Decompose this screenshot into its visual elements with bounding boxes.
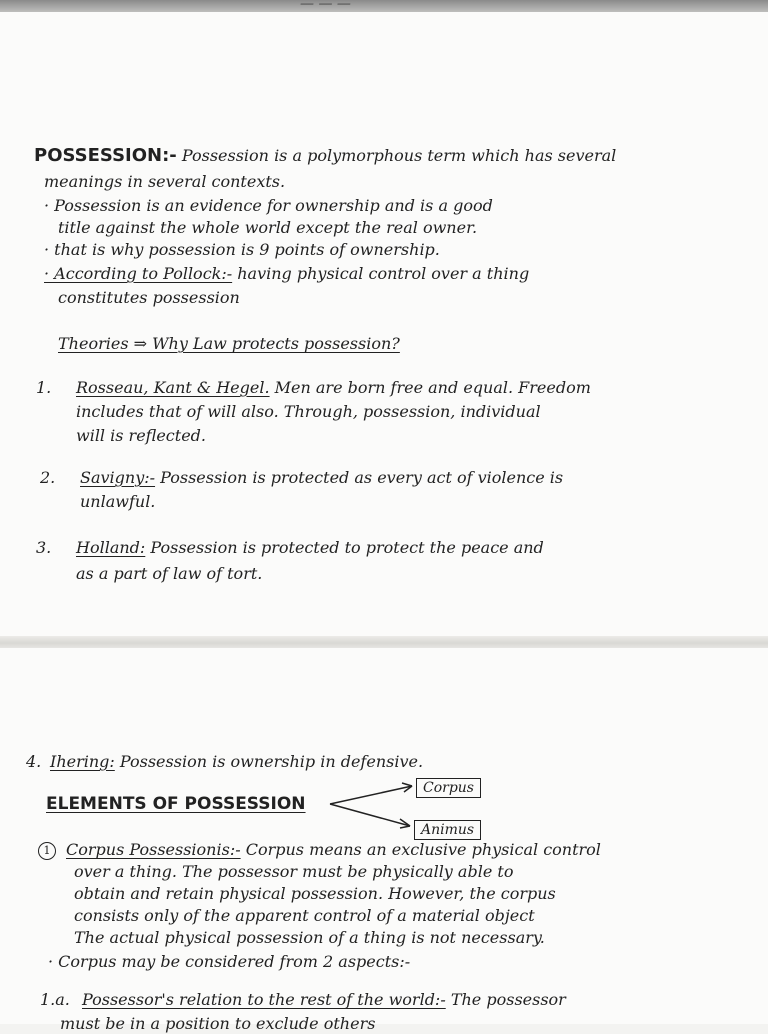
- theory-2-name: Savigny:-: [80, 468, 156, 487]
- pollock-label: · According to Pollock:-: [44, 264, 233, 283]
- element-1-number: 1: [38, 842, 56, 860]
- element-1-line-4: consists only of the apparent control of a material object: [74, 906, 535, 925]
- theory-4-text-a: Possession is ownership in defensive.: [114, 752, 424, 771]
- element-1-line-6: · Corpus may be considered from 2 aspects:-: [48, 952, 411, 971]
- possession-line-2: meanings in several contexts.: [44, 172, 286, 191]
- element-1a-number: 1.a.: [40, 990, 70, 1009]
- possession-line-3: · Possession is an evidence for ownership and is a good: [44, 196, 493, 215]
- element-1-line-2: over a thing. The possessor must be physically able to: [74, 862, 514, 881]
- possession-heading: POSSESSION:-: [34, 145, 177, 166]
- theory-3-text-a: Possession is protected to protect the peace and: [145, 538, 544, 557]
- theory-1-line-3: will is reflected.: [76, 426, 206, 445]
- element-1a-text-a: The possessor: [445, 990, 566, 1009]
- theory-1-line-2: includes that of will also. Through, possession, individual: [76, 402, 541, 421]
- possession-text-1: Possession is a polymorphous term which has several: [181, 146, 617, 165]
- element-1-text-a: Corpus means an exclusive physical control: [240, 840, 601, 859]
- theory-1-name: Rosseau, Kant & Hegel.: [76, 378, 270, 397]
- element-1-line-1: [38, 840, 601, 860]
- possession-line-5: · that is why possession is 9 points of ownership.: [44, 240, 440, 259]
- theory-2-line-2: unlawful.: [80, 492, 156, 511]
- possession-line-4: title against the whole world except the real owner.: [58, 218, 478, 237]
- possession-line-7: constitutes possession: [58, 288, 240, 307]
- corpus-box: Corpus: [416, 778, 481, 798]
- theories-heading: Theories ⇒ Why Law protects possession?: [58, 334, 400, 353]
- animus-box: Animus: [414, 820, 481, 840]
- element-1-line-3: obtain and retain physical possession. However, the corpus: [74, 884, 556, 903]
- theory-1-number: 1.: [36, 378, 52, 397]
- theory-3-number: 3.: [36, 538, 52, 557]
- element-1-line-5: The actual physical possession of a thing is not necessary.: [74, 928, 545, 947]
- theory-4-name: Ihering:: [50, 752, 115, 771]
- pollock-text: having physical control over a thing: [232, 264, 530, 283]
- top-scrap-text: — — —: [300, 0, 351, 12]
- theory-1-text-a: Men are born free and equal. Freedom: [269, 378, 591, 397]
- theory-4-number: 4.: [26, 752, 42, 771]
- element-1a-name: Possessor's relation to the rest of the world:-: [82, 990, 446, 1009]
- elements-heading: ELEMENTS OF POSSESSION: [46, 794, 306, 814]
- theory-3-line-2: as a part of law of tort.: [76, 564, 263, 583]
- theory-3-name: Holland:: [76, 538, 146, 557]
- element-1a-line-1: [40, 990, 566, 1010]
- theory-2-text-a: Possession is protected as every act of violence is: [155, 468, 564, 487]
- element-1-name: Corpus Possessionis:-: [66, 840, 241, 859]
- theory-2-number: 2.: [40, 468, 56, 487]
- element-1a-line-2: must be in a position to exclude others: [60, 1014, 376, 1033]
